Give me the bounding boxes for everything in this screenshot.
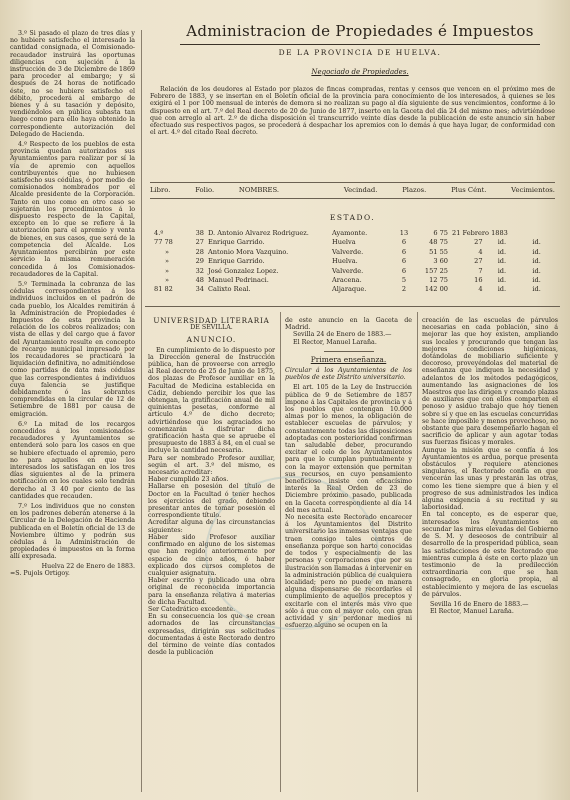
- col-folio: Folio.: [195, 186, 215, 194]
- cell-plazos: 6: [401, 247, 407, 256]
- cell-folio: 38: [195, 229, 204, 237]
- col3-date: Sevilla 24 de Enero de 1883.—: [293, 331, 392, 339]
- cell-name: Enrique Garrido.: [208, 257, 265, 266]
- cell-name: Calixto Real.: [208, 285, 251, 294]
- table-row: [152, 257, 554, 266]
- cell-month: id.: [497, 257, 507, 266]
- primera-ensenanza-heading: Primera enseñanza.: [310, 354, 387, 364]
- cell-folio: 34: [195, 285, 204, 294]
- cell-plazos: 6: [401, 257, 407, 266]
- col-plus: Plus Cént.: [451, 186, 487, 194]
- cell-day: 4: [478, 247, 483, 256]
- cell-vecindad: Aracena.: [332, 276, 362, 285]
- table-row: [152, 238, 554, 247]
- cell-folio: 48: [195, 276, 204, 285]
- col4-date: Sevilla 16 de Enero de 1883.—: [430, 600, 529, 608]
- cell-plus: 3 60: [433, 257, 448, 266]
- intro-paragraph: Relación de los deudores al Estado por plazos de fincas compradas, rentas y censos que vencen en el próximo mes de Febrero de 1883, y se insertan en el Boletín oficial de la provincia para conocimiento de los interesados, á quienes se les exigirá el 1 por 100 mensual de interés de demora si no realizan su pago al día siguiente de sus vencimientos, conforme á lo dispuesto en el art. 7.º del Real decreto de 20 de Junio de 1877, inserto en la Gaceta del día 24 del mismo mes; advirtiéndose que con arreglo al art. 2.º de dicha disposición el transcurrido veinte días desde la publicación de este anuncio sin haber efectuado sus respectivos pagos, se procederá á despachar los apremios con lo demás á que haya lugar, de conformidad con el art. 4.º del citado Real decreto.: [150, 86, 555, 137]
- cell-year: id.: [532, 285, 541, 294]
- cell-day: 27: [474, 257, 483, 266]
- estado-heading: ESTADO.: [329, 213, 376, 222]
- left-date: Huelva 22 de Enero de 1883.: [41, 562, 135, 570]
- col-vencimientos: Vecimientos.: [511, 186, 555, 194]
- col3-signature: El Rector, Manuel Laraña.: [293, 338, 377, 346]
- circular-body: El art. 105 de la Ley de Instrucción pública de 9 de Setiembre de 1857 impone á las Capitales de provincia y á los pueblos que contengan 10.000 almas por lo menos, la obligación de establecer escuelas de párvulos; y constantemente todas las disposiciones adoptadas con posterioridad confirman tan saludable deber, procurando excitar el celo de los Ayuntamientos para que lo cumplan puntualmente y con la mayor extensión que permitan sus recursos, en cuyo pensamiento beneficioso insiste con eficacísimo interés la Real Orden de 23 de Diciembre próximo pasado, publicada en la Gaceta correspondiente al día 14 del mes actual. No necesita este Rectorado encarecer á los Ayuntamientos del Distrito universitario las inmensas ventajas que traen consigo tales centros de enseñanza porque son harto conocidas de todos y especialmente de las personas y corporaciones que por su ilustración son llamadas á intervenir en la administración pública de cualquiera localidad; pero no puede en manera alguna dispensarse de recordarles el cumplimiento de aquellos preceptos y excitarle con el interés más vivo que sólo á que con el mayor celo, con gran actividad y sin perdonar medios ni esfuerzo alguno se ocupen en la: [285, 384, 412, 630]
- divider: [324, 351, 374, 352]
- cell-month: id.: [497, 247, 507, 256]
- cell-vecindad: Valverde.: [332, 247, 364, 256]
- paragraph-4: 4.º Respecto de los pueblos de esta provincia quedan autorizados sus Ayuntamientos para realizar por sí la vía de apremio con aquellos contribuyentes que no hubiesen satisfecho sus cédulas, ó por medio de comisionados nombrados por el Alcalde presidente de la Corporación. Tanto en uno como en otro caso se sujetarán los procedimientos á lo dispuesto respecto de la Capital, excepto en lo que se refiere á la autorización para el apremio y venta de bienes, en sus casos, que será de la competencia del Alcalde. Los Ayuntamientos percibirán por este servicio la misma remuneración concedida á los Comisionados-recaudadores de la Capital.: [10, 141, 135, 278]
- page-title: Administracion de Propiedades é Impuestos: [180, 22, 540, 45]
- cell-plazos: 6: [401, 238, 407, 247]
- header-rule-bottom: [150, 198, 555, 199]
- cell-month: id.: [497, 266, 507, 275]
- cell-month: id.: [497, 285, 507, 294]
- cell-name: Enrique Garrido.: [208, 238, 265, 247]
- left-signature: =S. Pujols Ortigoy.: [10, 569, 70, 577]
- cell-day: 16: [474, 276, 483, 285]
- cell-year: id.: [532, 257, 541, 266]
- debtors-table: [152, 229, 554, 295]
- cell-year: id.: [532, 276, 541, 285]
- cell-plazos: 6: [401, 266, 407, 275]
- cell-libro: »: [164, 247, 170, 256]
- cell-libro: »: [164, 276, 170, 285]
- cell-year: id.: [532, 266, 541, 275]
- paragraph-7: 7.º Los individuos que no consten en los padrones deberán atenerse á la Circular de la Delegación de Hacienda publicada en el Boletín oficial de 13 de Noviembre último y podrán sus cédulas á la Administración de propiedades é impuestos en la forma allí expresada.: [10, 503, 135, 561]
- cell-plazos: 2: [401, 285, 407, 294]
- col4-signature: El Rector, Manuel Laraña.: [430, 608, 514, 616]
- col-plazos: Plazos.: [402, 186, 427, 194]
- cell-folio: 32: [195, 266, 204, 275]
- cell-year: id.: [532, 247, 541, 256]
- cell-plus: 6 75: [433, 229, 448, 237]
- continued-text: de este anuncio en la Gaceta de Madrid.: [285, 317, 412, 332]
- circular-heading: Circular á los Ayuntamientos de los pueblos de este Distrito universitario.: [285, 367, 412, 382]
- cell-vecindad: Huelva.: [332, 257, 358, 266]
- paragraph-6: 6.º La mitad de los recargos concedidos á los comisionados-recaudadores y Ayuntamientos se entenderá solo para los casos en que se hubiere efectuado el apremio, pero no para aquellos en que los interesados los satisfagan en los tres días siguientes al de la primera notificación en los cuales solo tendrán derecho al 3 40 por ciento de las cantidades que recauden.: [10, 420, 135, 500]
- university-body: En cumplimiento de lo dispuesto por la Dirección general de Instrucción pública, han de proveerse con arreglo al Real decreto de 25 de Junio de 1875, dos plazas de Profesor auxiliar en la Facultad de Medicina establecida en Cádiz, debiendo percibir los que las obtengan, la gratificación anual de mil quinientas pesetas, conforme al artículo 4.º de dicho decreto; advirtiéndose que los agraciados no comenzarán á disfrutar dicha gratificación hasta que se apruebe el presupuesto de 1883 á 84, en el cual se incluye la cantidad necesaria. Para ser nombrado Profesor auxiliar, según el art. 3.º del mismo, es necesario acreditar: Haber cumplido 23 años. Hallarse en posesión del título de Doctor en la Facultad ó tener hechos los ejercicios del grado, debiendo presentar antes de tomar posesión el correspondiente título. Acreditar alguna de las circunstancias siguientes: Haber sido Profesor auxiliar confirmado en alguno de los sistemas que han regido anteriormente por espacio de cinco años, ó haber explicado dos cursos completos de cualquier asignatura. Haber escrito y publicado una obra original de reconocida importancia para la enseñanza relativa á materias de dicha Facultad. Ser Catedrático excedente. En su consecuencia los que se crean adornados de las circunstancias expresadas, dirigirán sus solicitudes documentadas á este Rectorado dentro del término de veinte días contados desde la publicación: [148, 346, 275, 657]
- cell-plus: 157 25: [424, 266, 448, 275]
- table-row: [152, 285, 554, 294]
- cell-vecindad: Ayamonte.: [332, 229, 368, 237]
- cell-vecindad: Valverde.: [332, 266, 364, 275]
- cell-folio: 29: [195, 257, 204, 266]
- cell-day: 27: [474, 238, 483, 247]
- cell-vecindad: Aljaraque.: [332, 285, 367, 294]
- cell-libro: 4.º: [154, 229, 164, 237]
- cell-name: D. Antonio Alvarez Rodriguez.: [208, 229, 309, 237]
- anuncio-heading: ANUNCIO.: [186, 335, 237, 345]
- cell-libro: 77 78: [154, 238, 173, 247]
- cell-folio: 27: [195, 238, 204, 247]
- circular-continued-body: creación de las escuelas de párvulos necesarias en cada población, sino á mejorar las que hoy existen, ampliando sus locales y procurando que tengan las mejores condiciones higiénicas, dotándolas de mobiliario suficiente y decoroso, proveyéndolas del material de enseñanza que indiquen la necesidad y adelantos de los métodos pedagógicos, aumentando las asignaciones de los Maestros que las dirigen y creando plazas de auxiliares que con ellos comparten el penoso y asiduo trabajo que hoy tienen sobre sí y que en las escuelas concurridas se hace imposible y menos provechoso, no obstante que para desempeñarlo hagan el sacrificio de aplicar y aun agotar todas sus fuerzas físicas y morales. Aunque la misión que se confía á los Ayuntamientos es ardua, porque presenta obstáculos y requiere atenciones singulares, el Rectorado confía en que vencerán las unas y prestarán las otras, como les tiene siempre que á bien y el progreso de sus administrados les indica alguna exigencia á su rectitud y su laboriosidad. En tal concepto, es de esperar que, interesados los Ayuntamientos en secundar las miras elevadas del Gobierno de S. M. y deseosos de contribuir al desarrollo de la prosperidad pública, sean las satisfacciones de este Rectorado que mientras cumpla á éste en corto plazo un testimonio de la predilección extraordinaria con que se han consagrado, en gloria propia, al establecimiento y mejora de las escuelas de párvulos.: [422, 317, 558, 598]
- left-column: [10, 30, 135, 577]
- cell-plus: 48 75: [429, 238, 448, 247]
- negociado-heading: Negociado de Propiedades.: [311, 68, 409, 76]
- cell-name: José Gonzalez Lopez.: [208, 266, 279, 275]
- column-divider: [417, 312, 418, 792]
- cell-libro: »: [164, 266, 170, 275]
- cell-plus: 12 75: [429, 276, 448, 285]
- paragraph-3: 3.º Si pasado el plazo de tres días y no hubiere satisfecho el interesado la cantidad consignada, el Comisionado-recaudador instruirá las oportunas diligencias con sujeción á la instrucción de 3 de Diciembre de 1869 para proceder al embargo; y si después de 24 horas de notificado éste, no se hubiere satisfecho el débito, procederá al embargo de bienes y á su tasación y depósito, vendiéndolos en pública subasta tan luego como para ello haya obtenido la correspondiente autorización del Delegado de Hacienda.: [10, 30, 135, 138]
- cell-name: Antonio Mora Vazquino.: [208, 247, 289, 256]
- table-row: [152, 267, 554, 276]
- cell-plus: 51 55: [429, 247, 448, 256]
- cell-plazos: 5: [401, 276, 407, 285]
- table-row: [152, 229, 554, 238]
- cell-month: id.: [497, 238, 507, 247]
- cell-libro: »: [164, 257, 170, 266]
- cell-plus: 142 00: [424, 285, 448, 294]
- header-rule: [150, 182, 555, 183]
- cell-year: id.: [532, 238, 541, 247]
- section-rule: [145, 306, 560, 307]
- cell-vencimiento: 21 Febrero 1883: [452, 229, 508, 237]
- cell-name: Manuel Pedrinaci.: [208, 276, 269, 285]
- province-subtitle: DE LA PROVINCIA DE HUELVA.: [278, 48, 442, 57]
- column-divider: [141, 30, 142, 792]
- cell-plazos: 13: [399, 229, 409, 237]
- table-row: [152, 276, 554, 285]
- cell-vecindad: Huelva: [332, 238, 356, 247]
- table-row: [152, 248, 554, 257]
- circular-continued-column: [422, 317, 558, 615]
- col-libro: Libro.: [150, 186, 171, 194]
- library-stamp: [205, 476, 379, 630]
- col-vecindad: Vecindad.: [343, 186, 378, 194]
- university-heading: UNIVERSIDAD LITERARIA: [153, 316, 270, 325]
- paragraph-5: 5.º Terminada la cobranza de las cédulas correspondientes á los individuos incluidos en el padrón de cada pueblo, los Alcaldes remitirán á la Administración de Propiedades é Impuestos de esta provincia la relación de los cobros realizados; con vista de ellas y del cargo que á favor del Ayuntamiento resulte en concepto de recargo municipal impresado por los recaudadores se practicará la liquidación definitiva, no admitiéndose como partidas de data más cédulas que las correspondientes á individuos cuya falencia se justifique debidamente ó las sobrantes comprendidas en la circular de 12 de Setiembre de 1881 por causa de emigración.: [10, 280, 135, 418]
- table-header: [150, 186, 555, 194]
- cell-day: 7: [478, 266, 483, 275]
- col-nombres: NOMBRES.: [238, 186, 280, 194]
- cell-day: 4: [478, 285, 483, 294]
- cell-folio: 28: [195, 247, 204, 256]
- university-subheading: DE SEVILLA.: [190, 324, 233, 332]
- cell-month: id.: [497, 276, 507, 285]
- cell-libro: 81 82: [154, 285, 173, 294]
